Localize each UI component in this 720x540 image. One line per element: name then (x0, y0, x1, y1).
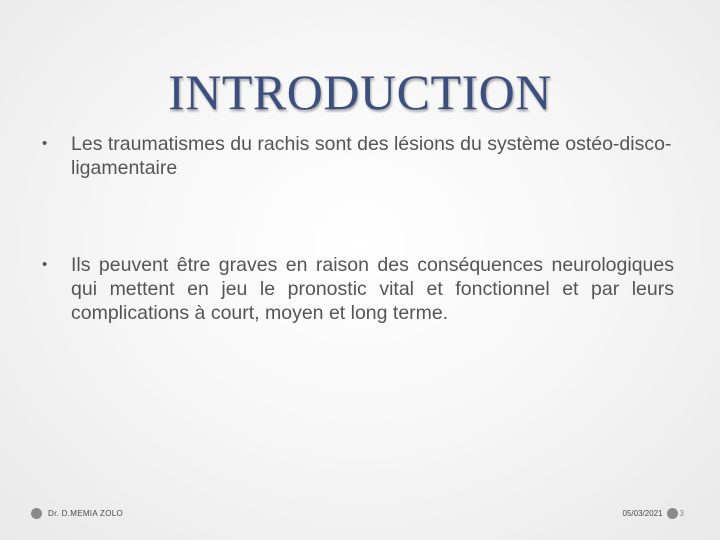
slide-number: 3 (679, 509, 684, 518)
bullet-icon: • (42, 256, 48, 273)
bullet-icon: • (42, 135, 48, 152)
bullet-list (34, 130, 674, 325)
footer-date: 05/03/2021 (622, 509, 663, 518)
bullet-text: Les traumatismes du rachis sont des lésions du système ostéo-disco-ligamentaire (71, 133, 672, 179)
bullet-text: Ils peuvent être graves en raison des conséquences neurologiques qui mettent en jeu le pronostic vital et fonctionnel et par leurs complications à court, moyen et long terme. (71, 254, 674, 324)
footer-left (31, 508, 123, 519)
slide-title: INTRODUCTION (168, 64, 552, 120)
footer-author: Dr. D.MEMIA ZOLO (48, 509, 124, 518)
bullet-item (34, 132, 674, 180)
footer-right (623, 508, 685, 519)
circle-icon (31, 508, 42, 519)
circle-icon (667, 508, 678, 519)
bullet-item (34, 253, 674, 325)
